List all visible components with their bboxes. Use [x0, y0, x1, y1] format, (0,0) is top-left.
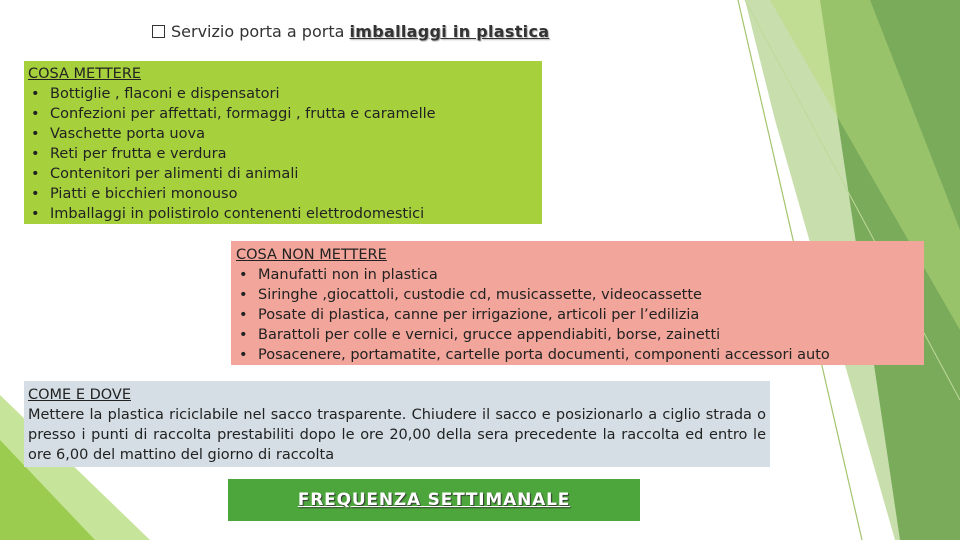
- cosa-mettere-heading: COSA METTERE: [28, 66, 142, 82]
- list-item: • Posacenere, portamatite, cartelle porta documenti, componenti accessori auto: [236, 345, 919, 365]
- list-item: • Vaschette porta uova: [28, 124, 538, 144]
- frequenza-banner: FREQUENZA SETTIMANALE: [228, 479, 640, 521]
- list-item: • Bottiglie , flaconi e dispensatori: [28, 84, 538, 104]
- list-item: • Siringhe ,giocattoli, custodie cd, musicassette, videocassette: [236, 285, 919, 305]
- list-item: • Reti per frutta e verdura: [28, 144, 538, 164]
- list-item: • Piatti e bicchieri monouso: [28, 184, 538, 204]
- list-item: • Confezioni per affettati, formaggi , frutta e caramelle: [28, 104, 538, 124]
- cosa-mettere-box: [24, 61, 542, 224]
- come-e-dove-heading: COME E DOVE: [28, 387, 131, 403]
- cosa-non-mettere-box: [231, 241, 924, 365]
- list-item: • Posate di plastica, canne per irrigazione, articoli per l’edilizia: [236, 305, 919, 325]
- checkbox-bullet-icon: [152, 25, 165, 38]
- come-e-dove-box: [24, 381, 770, 467]
- list-item: • Contenitori per alimenti di animali: [28, 164, 538, 184]
- list-item: • Barattoli per colle e vernici, grucce appendiabiti, borse, zainetti: [236, 325, 919, 345]
- list-item: • Imballaggi in polistirolo contenenti elettrodomestici: [28, 204, 538, 224]
- cosa-non-mettere-heading: COSA NON METTERE: [236, 247, 387, 263]
- title-prefix: Servizio porta a porta: [171, 22, 345, 41]
- list-item: • Manufatti non in plastica: [236, 265, 919, 285]
- cosa-non-mettere-list: [236, 265, 919, 365]
- come-e-dove-text: Mettere la plastica riciclabile nel sacco trasparente. Chiudere il sacco e posizionarlo a ciglio strada o presso i punti di raccolta prestabiliti dopo le ore 20,00 della sera precedente la raccolta ed entro le ore 6,00 del mattino del giorno di raccolta: [28, 407, 766, 463]
- page-title: [152, 22, 549, 41]
- cosa-mettere-list: [28, 84, 538, 224]
- title-emphasis: imballaggi in plastica: [349, 22, 550, 41]
